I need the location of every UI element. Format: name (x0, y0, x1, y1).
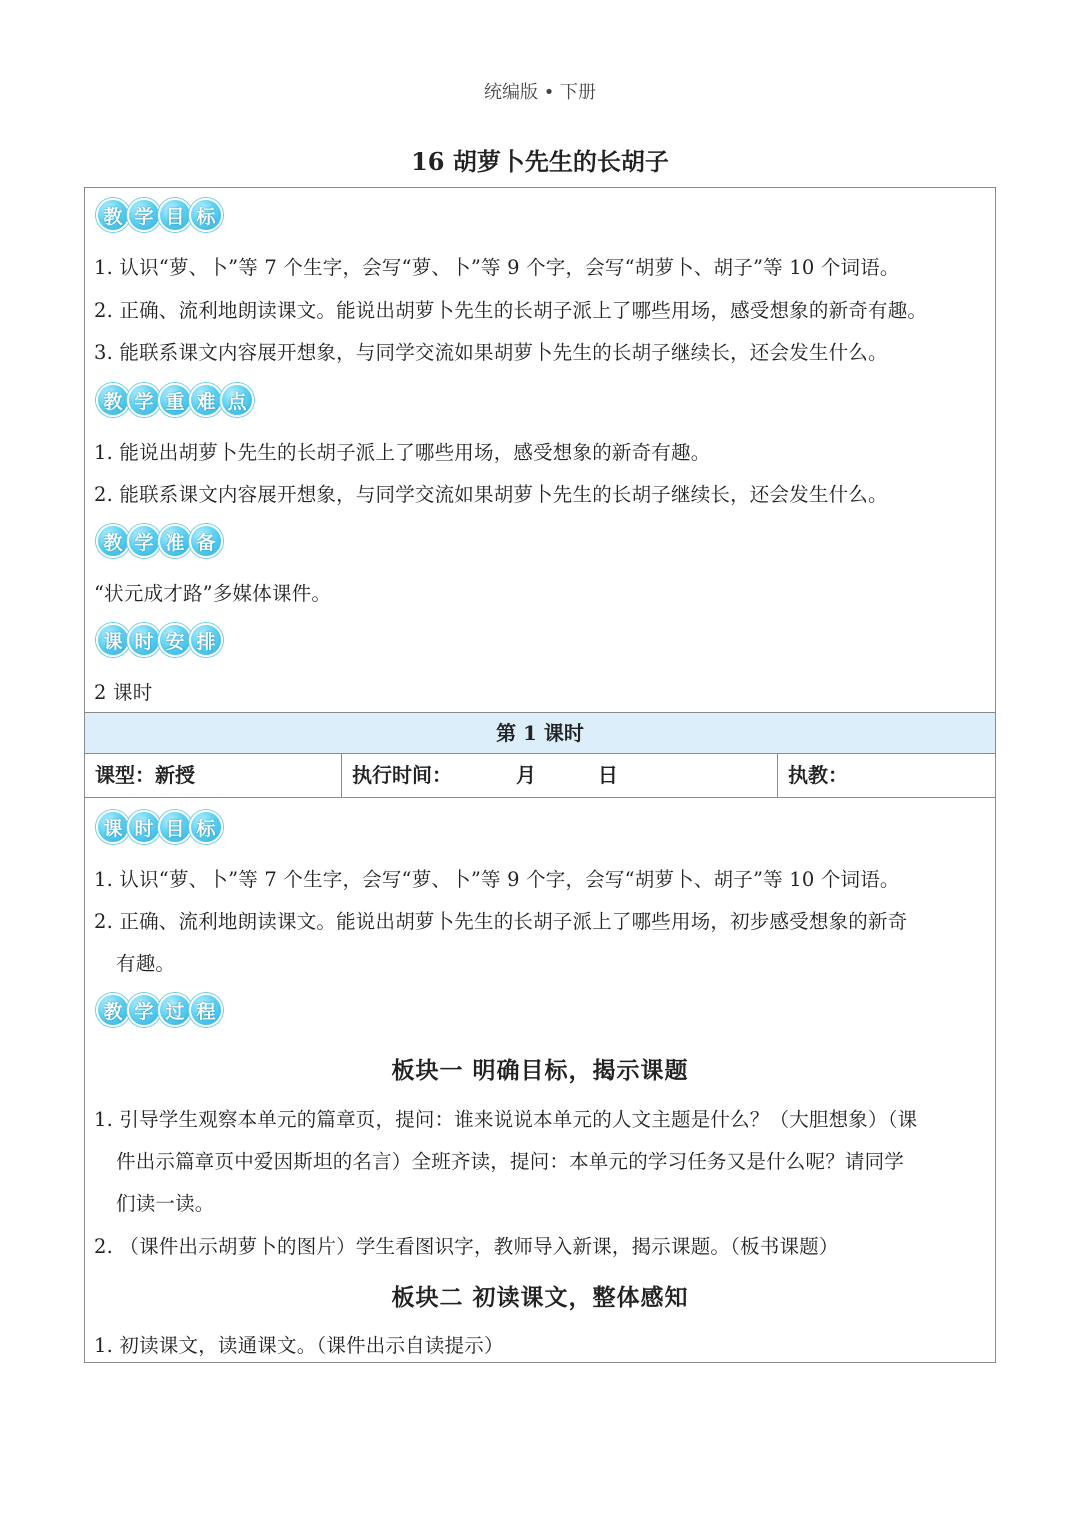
block-one-title: 板块一 明确目标，揭示课题 (391, 1057, 689, 1084)
month-label: 月 (515, 763, 536, 787)
teacher-label: 执教： (777, 754, 995, 797)
heading-badge: 安 (158, 623, 192, 657)
execution-time (341, 754, 777, 797)
lesson-goal-line: 2. 正确、流利地朗读课文。能说出胡萝卜先生的长胡子派上了哪些用场，初步感受想象的新奇 (94, 910, 908, 933)
heading-badge: 时 (127, 623, 161, 657)
heading-badge: 难 (189, 383, 223, 417)
lesson-goal-line: 1. 认识“萝、卜”等 7 个生字，会写“萝、卜”等 9 个字，会写“胡萝卜、胡子”等 10 个词语。 (94, 868, 900, 891)
heading-badge: 重 (158, 383, 192, 417)
lesson-goal-line: 有趣。 (116, 952, 176, 975)
lesson-info-row (85, 754, 995, 798)
section-heading-teaching-goals (96, 198, 220, 234)
preparation-text: “状元成才路”多媒体课件。 (94, 582, 332, 605)
lesson-title: 16 胡萝卜先生的长胡子 (411, 147, 669, 176)
block-two-title: 板块二 初读课文，整体感知 (391, 1284, 689, 1311)
goal-line: 1. 认识“萝、卜”等 7 个生字，会写“萝、卜”等 9 个字，会写“胡萝卜、胡子”等 10 个词语。 (94, 256, 900, 279)
heading-badge: 学 (127, 383, 161, 417)
heading-badge: 准 (158, 524, 192, 558)
heading-badge: 教 (96, 383, 130, 417)
heading-badge: 课 (96, 623, 130, 657)
key-point-line: 2. 能联系课文内容展开想象，与同学交流如果胡萝卜先生的长胡子继续长，还会发生什么。 (94, 483, 888, 506)
heading-badge: 时 (127, 810, 161, 844)
key-point-line: 1. 能说出胡萝卜先生的长胡子派上了哪些用场，感受想象的新奇有趣。 (94, 441, 711, 464)
heading-badge: 教 (96, 524, 130, 558)
block-one-line: 1. 引导学生观察本单元的篇章页，提问：谁来说说本单元的人文主题是什么？（大胆想象）（课 (94, 1108, 918, 1131)
heading-badge: 标 (189, 198, 223, 232)
heading-badge: 过 (158, 993, 192, 1027)
block-one-line: 件出示篇章页中爱因斯坦的名言）全班齐读，提问：本单元的学习任务又是什么呢？请同学 (116, 1150, 905, 1173)
section-heading-key-points (96, 383, 251, 419)
heading-badge: 学 (127, 524, 161, 558)
heading-badge: 目 (158, 198, 192, 232)
heading-badge: 排 (189, 623, 223, 657)
block-one-line: 们读一读。 (116, 1192, 215, 1215)
heading-badge: 教 (96, 198, 130, 232)
day-label: 日 (597, 763, 618, 787)
heading-badge: 教 (96, 993, 130, 1027)
schedule-text: 2 课时 (94, 681, 153, 704)
execution-time-label: 执行时间： (352, 763, 452, 787)
heading-badge: 程 (189, 993, 223, 1027)
heading-badge: 课 (96, 810, 130, 844)
heading-badge: 目 (158, 810, 192, 844)
heading-badge: 学 (127, 993, 161, 1027)
section-heading-schedule (96, 623, 220, 659)
block-two-line: 1. 初读课文，读通课文。（课件出示自读提示） (94, 1334, 504, 1357)
section-heading-preparation (96, 524, 220, 560)
page-header: 统编版 • 下册 (483, 82, 597, 103)
heading-badge: 学 (127, 198, 161, 232)
section-heading-process (96, 993, 220, 1029)
heading-badge: 备 (189, 524, 223, 558)
block-one-line: 2. （课件出示胡萝卜的图片）学生看图识字，教师导入新课，揭示课题。（板书课题） (94, 1235, 839, 1258)
lesson-type: 课型：新授 (95, 763, 195, 787)
goal-line: 2. 正确、流利地朗读课文。能说出胡萝卜先生的长胡子派上了哪些用场，感受想象的新奇有趣。 (94, 299, 928, 322)
section-heading-lesson-goals (96, 810, 220, 846)
period-title: 第 1 课时 (85, 712, 995, 754)
heading-badge: 标 (189, 810, 223, 844)
heading-badge: 点 (220, 383, 254, 417)
goal-line: 3. 能联系课文内容展开想象，与同学交流如果胡萝卜先生的长胡子继续长，还会发生什么。 (94, 341, 888, 364)
